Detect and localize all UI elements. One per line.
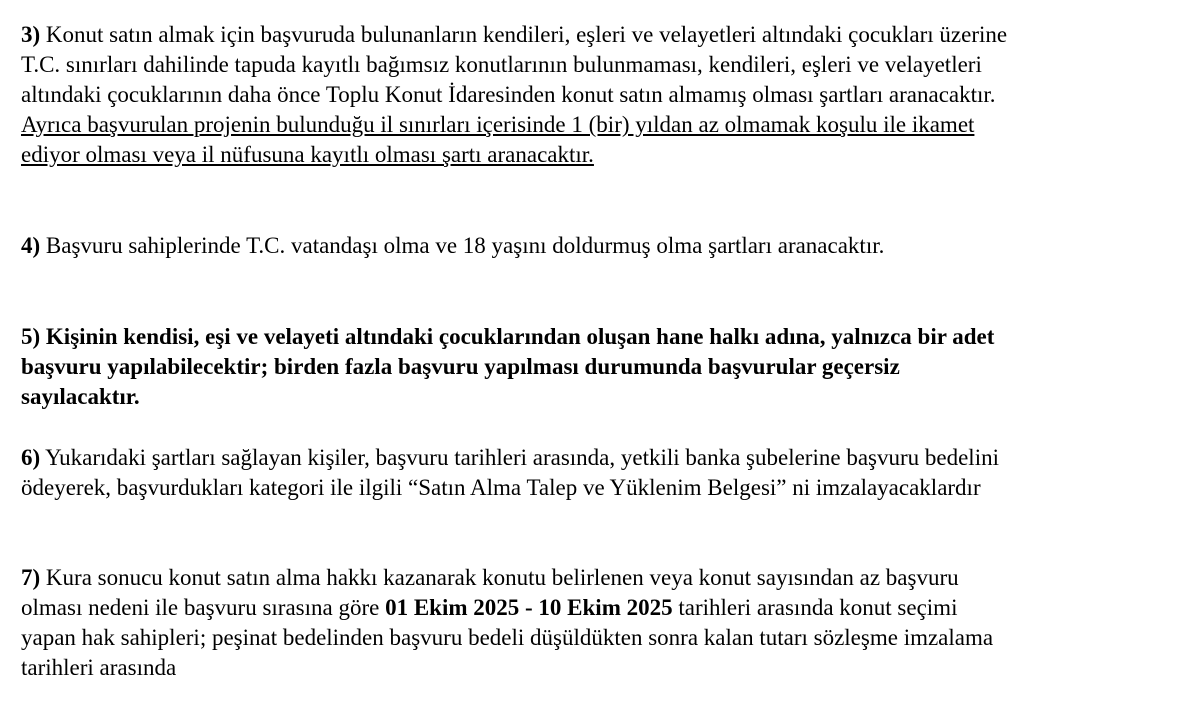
clause-text: tarihleri arasında konut seçimi [672,595,958,620]
clause-text: Başvuru sahiplerinde T.C. vatandaşı olma ve 18 yaşını doldurmuş olma şartları aranacaktır. [40,233,885,258]
clause-number: 7) [21,565,41,590]
clause-5 [21,322,1181,412]
clause-6-line-1 [21,443,1181,473]
clause-7 [21,563,1181,683]
clause-5-line-3: sayılacaktır. [21,384,140,409]
clause-3-line-2: T.C. sınırları dahilinde tapuda kayıtlı bağımsız konutlarının bulunmaması, kendileri, eşleri ve velayetleri [21,52,982,77]
clause-text: Kura sonucu konut satın alma hakkı kazanarak konutu belirlenen veya konut sayısından az başvuru [40,565,959,590]
clause-text: Konut satın almak için başvuruda bulunanların kendileri, eşleri ve velayetleri altındaki çocukları üzerine [40,22,1008,47]
clause-number: 6) [21,445,41,470]
clause-text: olması nedeni ile başvuru sırasına göre [21,595,386,620]
clause-text: Yukarıdaki şartları sağlayan kişiler, başvuru tarihleri arasında, yetkili banka şubelerine başvuru bedelini [40,445,999,470]
date-range: 01 Ekim 2025 - 10 Ekim 2025 [385,595,673,620]
clause-3-line-1 [21,20,1181,50]
clause-6 [21,443,1181,503]
clause-5-line-1: 5) Kişinin kendisi, eşi ve velayeti altındaki çocuklarından oluşan hane halkı adına, yalnızca bir adet [21,324,995,349]
clause-3-underlined-line-5: ediyor olması veya il nüfusuna kayıtlı olması şartı aranacaktır. [21,142,594,167]
clause-4 [21,231,1181,261]
clause-7-line-1 [21,563,1181,593]
clause-3-line-3: altındaki çocuklarının daha önce Toplu Konut İdaresinden konut satın almamış olması şartları aranacaktır. [21,82,996,107]
clause-4-line-1 [21,231,1181,261]
clause-6-line-2: ödeyerek, başvurdukları kategori ile ilgili “Satın Alma Talep ve Yüklenim Belgesi” ni imzalayacaklardır [21,475,981,500]
clause-7-line-2 [21,593,1181,623]
clause-5-line-2: başvuru yapılabilecektir; birden fazla başvuru yapılması durumunda başvurular geçersiz [21,354,900,379]
clause-3 [21,20,1181,170]
clause-7-line-3: yapan hak sahipleri; peşinat bedelinden başvuru bedeli düşüldükten sonra kalan tutarı sözleşme imzalama [21,625,994,650]
clause-number: 3) [21,22,41,47]
clause-3-underlined-line-4: Ayrıca başvurulan projenin bulunduğu il sınırları içerisinde 1 (bir) yıldan az olmamak koşulu ile ikamet [21,112,975,137]
clause-7-line-4: tarihleri arasında [21,655,177,680]
clause-number: 4) [21,233,41,258]
